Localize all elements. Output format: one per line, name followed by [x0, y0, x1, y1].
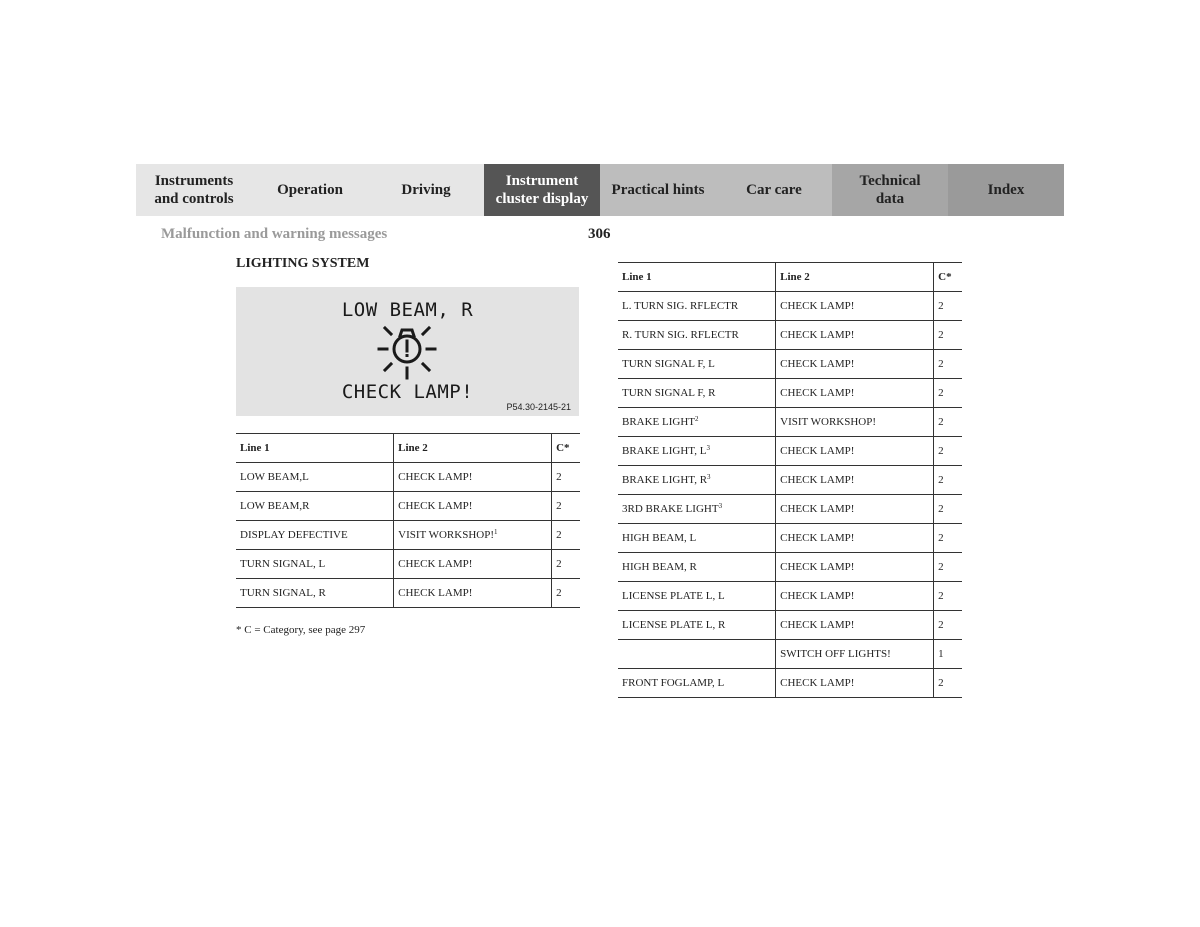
table-cell [394, 550, 552, 579]
table-row [618, 611, 962, 640]
tab-label: Driving [401, 182, 451, 198]
cell-text: BRAKE LIGHT, R [622, 474, 708, 486]
table-row [618, 582, 962, 611]
table-row [236, 579, 580, 608]
cell-text: LOW BEAM,R [240, 500, 310, 512]
tab-practical-hints[interactable] [600, 164, 716, 216]
cell-text: CHECK LAMP! [780, 300, 855, 312]
cell-text: 2 [938, 590, 944, 602]
table-row [618, 640, 962, 669]
table-row [618, 350, 962, 379]
column-header: Line 2 [776, 263, 934, 292]
cell-text: 2 [938, 416, 944, 428]
table-row [236, 550, 580, 579]
table-cell [776, 495, 934, 524]
table-row [618, 408, 962, 437]
table-cell [934, 553, 962, 582]
table-cell [236, 579, 394, 608]
table-row [236, 492, 580, 521]
table-cell [776, 408, 934, 437]
cluster-display-illustration [236, 287, 579, 416]
table-cell [236, 521, 394, 550]
table-cell [236, 550, 394, 579]
table-cell [776, 640, 934, 669]
table-cell [618, 582, 776, 611]
cell-text: CHECK LAMP! [780, 445, 855, 457]
table-cell [618, 437, 776, 466]
table-cell [934, 350, 962, 379]
table-cell [618, 350, 776, 379]
cell-text: CHECK LAMP! [398, 471, 473, 483]
table-cell [394, 463, 552, 492]
table-cell [776, 553, 934, 582]
tab-instruments-and-controls[interactable] [136, 164, 252, 216]
cell-text: 2 [938, 532, 944, 544]
cell-text: CHECK LAMP! [780, 358, 855, 370]
cell-text: HIGH BEAM, L [622, 532, 697, 544]
column-header: Line 1 [618, 263, 776, 292]
cell-text: HIGH BEAM, R [622, 561, 697, 573]
tab-index[interactable] [948, 164, 1064, 216]
cell-text: 3RD BRAKE LIGHT [622, 503, 719, 515]
table-cell [776, 669, 934, 698]
tab-label: Operation [277, 182, 343, 198]
table-row [236, 463, 580, 492]
cell-text: CHECK LAMP! [780, 474, 855, 486]
cell-text: 2 [938, 387, 944, 399]
table-cell [618, 466, 776, 495]
cell-text: LICENSE PLATE L, L [622, 590, 725, 602]
tab-technical-data[interactable] [832, 164, 948, 216]
tab-operation[interactable] [252, 164, 368, 216]
table-cell [552, 492, 580, 521]
cell-text: SWITCH OFF LIGHTS! [780, 648, 891, 660]
column-header: Line 1 [236, 434, 394, 463]
messages-table-left [236, 433, 580, 608]
cell-text: L. TURN SIG. RFLECTR [622, 300, 739, 312]
cell-text: CHECK LAMP! [780, 561, 855, 573]
tab-label: Technical data [859, 173, 921, 207]
column-header: Line 2 [394, 434, 552, 463]
tab-label: Index [987, 182, 1025, 198]
tab-label: Car care [746, 182, 802, 198]
cell-text: CHECK LAMP! [398, 500, 473, 512]
cell-text: CHECK LAMP! [780, 387, 855, 399]
column-header: C* [934, 263, 962, 292]
table-header-row [618, 263, 962, 292]
table-row [618, 495, 962, 524]
cell-text: CHECK LAMP! [780, 503, 855, 515]
cell-text: VISIT WORKSHOP! [780, 416, 877, 428]
cell-text: TURN SIGNAL, R [240, 587, 326, 599]
table-row [618, 321, 962, 350]
cell-text: 2 [556, 500, 562, 512]
cell-text: CHECK LAMP! [398, 587, 473, 599]
tab-label: Practical hints [611, 182, 705, 198]
table-row [618, 437, 962, 466]
table-cell [776, 582, 934, 611]
cell-text: CHECK LAMP! [780, 619, 855, 631]
table-cell [934, 437, 962, 466]
table-row [618, 379, 962, 408]
tab-driving[interactable] [368, 164, 484, 216]
tab-label: Instrument cluster display [495, 173, 589, 207]
table-cell [552, 550, 580, 579]
table-cell [618, 292, 776, 321]
table-cell [934, 524, 962, 553]
table-row [236, 521, 580, 550]
table-cell [934, 292, 962, 321]
table-cell [618, 379, 776, 408]
table-cell [934, 640, 962, 669]
cell-text: DISPLAY DEFECTIVE [240, 529, 348, 541]
chapter-tab-bar [136, 164, 1064, 216]
table-cell [552, 463, 580, 492]
footnote-marker: 1 [494, 528, 498, 536]
table-cell [776, 379, 934, 408]
table-cell [394, 492, 552, 521]
cell-text: 2 [938, 329, 944, 341]
table-cell [934, 408, 962, 437]
table-row [618, 524, 962, 553]
cell-text: 2 [556, 471, 562, 483]
cell-text: 2 [938, 300, 944, 312]
cell-text: CHECK LAMP! [780, 590, 855, 602]
table-cell [618, 611, 776, 640]
tab-label: Instruments and controls [154, 173, 234, 207]
table-cell [934, 379, 962, 408]
cell-text: 2 [938, 358, 944, 370]
cell-text: 2 [556, 558, 562, 570]
cell-text: 2 [938, 619, 944, 631]
table-cell [618, 524, 776, 553]
cell-text: 1 [938, 648, 944, 660]
cell-text: 2 [938, 445, 944, 457]
table-cell [552, 521, 580, 550]
cell-text: TURN SIGNAL, L [240, 558, 326, 570]
cell-text: TURN SIGNAL F, L [622, 358, 715, 370]
table-cell [776, 611, 934, 640]
table-cell [934, 466, 962, 495]
page-number: 306 [588, 226, 611, 242]
table-row [618, 292, 962, 321]
footnote-marker: 3 [706, 444, 710, 452]
table-cell [776, 437, 934, 466]
tab-instrument-cluster-display[interactable] [484, 164, 600, 216]
cell-text: VISIT WORKSHOP! [398, 529, 494, 541]
table-cell [236, 492, 394, 521]
cell-text: R. TURN SIG. RFLECTR [622, 329, 739, 341]
lighting-system-heading: LIGHTING SYSTEM [236, 256, 370, 271]
display-line-1: LOW BEAM, R [341, 299, 474, 321]
table-cell [618, 640, 776, 669]
table-cell [934, 321, 962, 350]
cell-text: CHECK LAMP! [398, 558, 473, 570]
cell-text: 2 [556, 587, 562, 599]
figure-code: P54.30-2145-21 [506, 402, 571, 412]
table-cell [934, 611, 962, 640]
table-cell [934, 669, 962, 698]
column-header: C* [552, 434, 580, 463]
table-cell [552, 579, 580, 608]
cell-text: 2 [556, 529, 562, 541]
section-title: Malfunction and warning messages [161, 226, 388, 242]
table-header-row [236, 434, 580, 463]
table-cell [934, 495, 962, 524]
lamp-warning-icon [375, 322, 439, 382]
cell-text: BRAKE LIGHT [622, 416, 696, 428]
table-cell [618, 321, 776, 350]
table-row [618, 553, 962, 582]
tab-car-care[interactable] [716, 164, 832, 216]
category-footnote: * C = Category, see page 297 [236, 624, 366, 636]
footnote-marker: 3 [707, 473, 711, 481]
table-cell [618, 553, 776, 582]
cell-text: BRAKE LIGHT, L [622, 445, 707, 457]
table-cell [776, 321, 934, 350]
table-row [618, 466, 962, 495]
cell-text: 2 [938, 474, 944, 486]
table-cell [776, 350, 934, 379]
table-cell [394, 521, 552, 550]
table-cell [618, 408, 776, 437]
cell-text: LICENSE PLATE L, R [622, 619, 726, 631]
table-cell [618, 669, 776, 698]
cell-text: LOW BEAM,L [240, 471, 309, 483]
display-line-2: CHECK LAMP! [341, 381, 474, 403]
messages-table-right [618, 262, 962, 698]
table-cell [934, 582, 962, 611]
cell-text: CHECK LAMP! [780, 532, 855, 544]
table-cell [776, 524, 934, 553]
cell-text: CHECK LAMP! [780, 329, 855, 341]
table-cell [776, 466, 934, 495]
table-cell [236, 463, 394, 492]
footnote-marker: 2 [695, 415, 699, 423]
table-cell [776, 292, 934, 321]
footnote-marker: 3 [718, 502, 723, 510]
cell-text: CHECK LAMP! [780, 677, 855, 689]
cell-text: TURN SIGNAL F, R [622, 387, 716, 399]
cell-text: FRONT FOGLAMP, L [622, 677, 725, 689]
cell-text: 2 [938, 503, 944, 515]
cell-text: 2 [938, 561, 944, 573]
table-cell [394, 579, 552, 608]
table-cell [618, 495, 776, 524]
table-row [618, 669, 962, 698]
cell-text: 2 [938, 677, 944, 689]
